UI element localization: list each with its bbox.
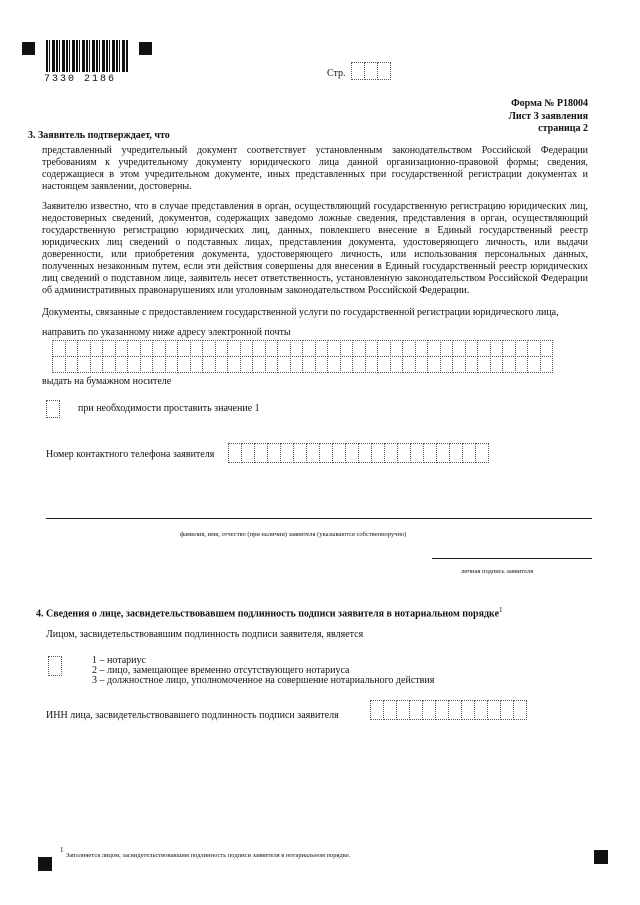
char-cell[interactable]	[293, 443, 307, 463]
char-cell[interactable]	[377, 356, 391, 373]
char-cell[interactable]	[352, 340, 366, 357]
char-cell[interactable]	[365, 356, 379, 373]
s3-p2-line5: доверенности, или приобретения документа, удостоверяющего личность, или использования персональных данных,	[42, 249, 588, 260]
char-cell[interactable]	[252, 340, 266, 357]
char-cell[interactable]	[461, 700, 475, 720]
char-cell[interactable]	[290, 340, 304, 357]
char-cell[interactable]	[452, 356, 466, 373]
char-cell[interactable]	[327, 356, 341, 373]
char-cell[interactable]	[358, 443, 372, 463]
char-cell[interactable]	[252, 356, 266, 373]
page-number-cells[interactable]	[351, 62, 390, 80]
char-cell[interactable]	[102, 356, 116, 373]
corner-marker-bottom-right	[594, 850, 608, 864]
s3-p2-line8: об административных правонарушениях или уголовным законодательством Российской Федерации.	[42, 285, 470, 296]
char-cell[interactable]	[477, 340, 491, 357]
char-cell[interactable]	[390, 340, 404, 357]
char-cell[interactable]	[52, 356, 66, 373]
char-cell[interactable]	[490, 356, 504, 373]
char-cell[interactable]	[540, 340, 554, 357]
char-cell[interactable]	[415, 340, 429, 357]
char-cell[interactable]	[409, 700, 423, 720]
corner-marker-top-left	[22, 42, 35, 55]
name-line	[46, 518, 592, 519]
char-cell[interactable]	[277, 356, 291, 373]
char-cell[interactable]	[254, 443, 268, 463]
char-cell[interactable]	[540, 356, 554, 373]
char-cell[interactable]	[165, 340, 179, 357]
notary-option-1: 1 – нотариус	[92, 655, 146, 666]
form-name: Форма № Р18004	[511, 98, 588, 109]
s3-p2-line6: полученных незаконным путем, если эти действия совершены для внесения в Единый государственный реестр юридических	[42, 261, 588, 272]
char-cell[interactable]	[332, 443, 346, 463]
paper-text: выдать на бумажном носителе	[42, 376, 172, 387]
corner-marker-top-right	[139, 42, 152, 55]
s3-p2-line1: Заявителю известно, что в случае представления в орган, осуществляющий государственную регистрацию юридических лиц,	[42, 201, 588, 212]
char-cell[interactable]	[290, 356, 304, 373]
char-cell[interactable]	[228, 443, 242, 463]
char-cell[interactable]	[402, 340, 416, 357]
s3-p1-line4: настоящем заявлении, достоверны.	[42, 181, 192, 192]
char-cell[interactable]	[423, 443, 437, 463]
footnote-text: Заполняется лицом, засвидетельствовавшим подлинность подписи заявителя в нотариальном порядке.	[66, 852, 351, 859]
char-cell[interactable]	[165, 356, 179, 373]
section-4-footnote-mark: 1	[499, 606, 503, 614]
char-cell[interactable]	[500, 700, 514, 720]
char-cell[interactable]	[102, 340, 116, 357]
section-4-intro: Лицом, засвидетельствовавшим подлинность подписи заявителя, является	[46, 629, 364, 640]
char-cell[interactable]	[306, 443, 320, 463]
char-cell[interactable]	[352, 356, 366, 373]
char-cell[interactable]	[427, 340, 441, 357]
char-cell[interactable]	[77, 356, 91, 373]
char-cell[interactable]	[515, 340, 529, 357]
char-cell[interactable]	[240, 356, 254, 373]
char-cell[interactable]	[265, 340, 279, 357]
char-cell[interactable]	[465, 340, 479, 357]
char-cell[interactable]	[490, 340, 504, 357]
char-cell[interactable]	[527, 340, 541, 357]
char-cell[interactable]	[410, 443, 424, 463]
s3-p1-line3: содержащиеся в этом учредительном документе, иных представленных при государственной регистрации документах и	[42, 169, 588, 180]
docs-text: Документы, связанные с предоставлением государственной услуги по государственной регистрации юридического лица,	[42, 307, 559, 318]
email-cells-row2[interactable]	[52, 356, 552, 373]
char-cell[interactable]	[465, 356, 479, 373]
section-4-title-text: 4. Сведения о лице, засвидетельствовавшем подлинность подписи заявителя в нотариальном порядке	[36, 608, 500, 620]
notary-type-checkbox[interactable]	[48, 656, 61, 676]
char-cell[interactable]	[177, 340, 191, 357]
char-cell[interactable]	[302, 340, 316, 357]
char-cell[interactable]	[177, 356, 191, 373]
char-cell[interactable]	[77, 340, 91, 357]
s3-p2-line4: юридических лиц сведений о подставных лицах, представления документа, удостоверяющего личность, или выдачи	[42, 237, 588, 248]
paper-hint: при необходимости проставить значение 1	[78, 403, 260, 414]
char-cell[interactable]	[319, 443, 333, 463]
char-cell[interactable]	[365, 340, 379, 357]
footnote-mark: 1	[60, 846, 64, 854]
char-cell[interactable]	[462, 443, 476, 463]
char-cell[interactable]	[90, 340, 104, 357]
paper-checkbox[interactable]	[46, 400, 59, 418]
char-cell[interactable]	[140, 340, 154, 357]
char-cell[interactable]	[90, 356, 104, 373]
char-cell[interactable]	[396, 700, 410, 720]
char-cell[interactable]	[515, 356, 529, 373]
char-cell[interactable]	[265, 356, 279, 373]
char-cell[interactable]	[502, 356, 516, 373]
char-cell[interactable]	[140, 356, 154, 373]
char-cell[interactable]	[475, 443, 489, 463]
char-cell[interactable]	[397, 443, 411, 463]
s3-p1-line2: требованиям к учредительному документу юридического лица данной организационно-правовой формы; сведения,	[42, 157, 588, 168]
char-cell[interactable]	[202, 340, 216, 357]
phone-label: Номер контактного телефона заявителя	[46, 449, 215, 460]
char-cell[interactable]	[383, 700, 397, 720]
inn-label: ИНН лица, засвидетельствовавшего подлинность подписи заявителя	[46, 710, 339, 721]
char-cell[interactable]	[215, 356, 229, 373]
s3-p2-line7: лиц сведений о подставном лице, заявитель несет ответственность, установленную законодательством Российской Федерации	[42, 273, 588, 284]
s3-p2-line2: недостоверных сведений, документов, содержащих заведомо ложные сведения, представления в орган, осуществляющий	[42, 213, 588, 224]
char-cell[interactable]	[527, 356, 541, 373]
barcode	[46, 40, 128, 72]
char-cell[interactable]	[65, 340, 79, 357]
char-cell[interactable]	[340, 356, 354, 373]
char-cell[interactable]	[280, 443, 294, 463]
char-cell[interactable]	[327, 340, 341, 357]
char-cell[interactable]	[315, 340, 329, 357]
char-cell[interactable]	[127, 356, 141, 373]
char-cell[interactable]	[370, 700, 384, 720]
char-cell[interactable]	[427, 356, 441, 373]
char-cell[interactable]	[65, 356, 79, 373]
char-cell[interactable]	[227, 356, 241, 373]
char-cell[interactable]	[448, 700, 462, 720]
char-cell[interactable]	[402, 356, 416, 373]
char-cell[interactable]	[315, 356, 329, 373]
notary-option-3: 3 – должностное лицо, уполномоченное на совершение нотариального действия	[92, 675, 435, 686]
signature-caption: личная подпись заявителя	[461, 568, 534, 575]
char-cell[interactable]	[277, 340, 291, 357]
char-cell[interactable]	[115, 356, 129, 373]
char-cell[interactable]	[449, 443, 463, 463]
char-cell[interactable]	[152, 340, 166, 357]
notary-option-2: 2 – лицо, замещающее временно отсутствующего нотариуса	[92, 665, 350, 676]
corner-marker-bottom-left	[38, 857, 52, 871]
char-cell[interactable]	[474, 700, 488, 720]
barcode-number: 7330 2186	[44, 74, 117, 85]
char-cell[interactable]	[371, 443, 385, 463]
char-cell[interactable]	[302, 356, 316, 373]
char-cell[interactable]	[452, 340, 466, 357]
char-cell[interactable]	[340, 340, 354, 357]
page-label: Стр.	[327, 68, 346, 79]
char-cell[interactable]	[345, 443, 359, 463]
inn-cells[interactable]	[370, 700, 526, 720]
char-cell[interactable]	[127, 340, 141, 357]
char-cell[interactable]	[435, 700, 449, 720]
char-cell[interactable]	[115, 340, 129, 357]
char-cell[interactable]	[502, 340, 516, 357]
char-cell[interactable]	[436, 443, 450, 463]
email-text: направить по указанному ниже адресу электронной почты	[42, 327, 291, 338]
form-sheet: Лист З заявления	[508, 111, 588, 122]
phone-cells[interactable]	[228, 443, 488, 463]
char-cell[interactable]	[190, 340, 204, 357]
char-cell[interactable]	[440, 340, 454, 357]
char-cell[interactable]	[477, 356, 491, 373]
char-cell[interactable]	[384, 443, 398, 463]
char-cell[interactable]	[240, 340, 254, 357]
char-cell[interactable]	[190, 356, 204, 373]
name-caption: фамилия, имя, отчество (при наличии) заявителя (указываются собственноручно)	[180, 531, 407, 538]
char-cell[interactable]	[202, 356, 216, 373]
char-cell[interactable]	[152, 356, 166, 373]
s3-p2-line3: государственную регистрацию юридических лиц, данных, повлекшего внесение в Единый государственный реестр	[42, 225, 588, 236]
char-cell[interactable]	[241, 443, 255, 463]
s3-p1-line1: представленный учредительный документ соответствует установленным законодательством Российской Федерации	[42, 145, 588, 156]
char-cell[interactable]	[390, 356, 404, 373]
char-cell[interactable]	[440, 356, 454, 373]
char-cell[interactable]	[227, 340, 241, 357]
email-cells-row1[interactable]	[52, 340, 552, 357]
char-cell[interactable]	[377, 340, 391, 357]
section-3-title: 3. Заявитель подтверждает, что	[28, 130, 170, 141]
char-cell[interactable]	[487, 700, 501, 720]
char-cell[interactable]	[215, 340, 229, 357]
char-cell[interactable]	[267, 443, 281, 463]
form-page: страница 2	[538, 123, 588, 134]
char-cell[interactable]	[52, 340, 66, 357]
section-4-title	[36, 604, 503, 620]
signature-line	[432, 558, 592, 559]
char-cell[interactable]	[415, 356, 429, 373]
char-cell[interactable]	[422, 700, 436, 720]
char-cell[interactable]	[513, 700, 527, 720]
